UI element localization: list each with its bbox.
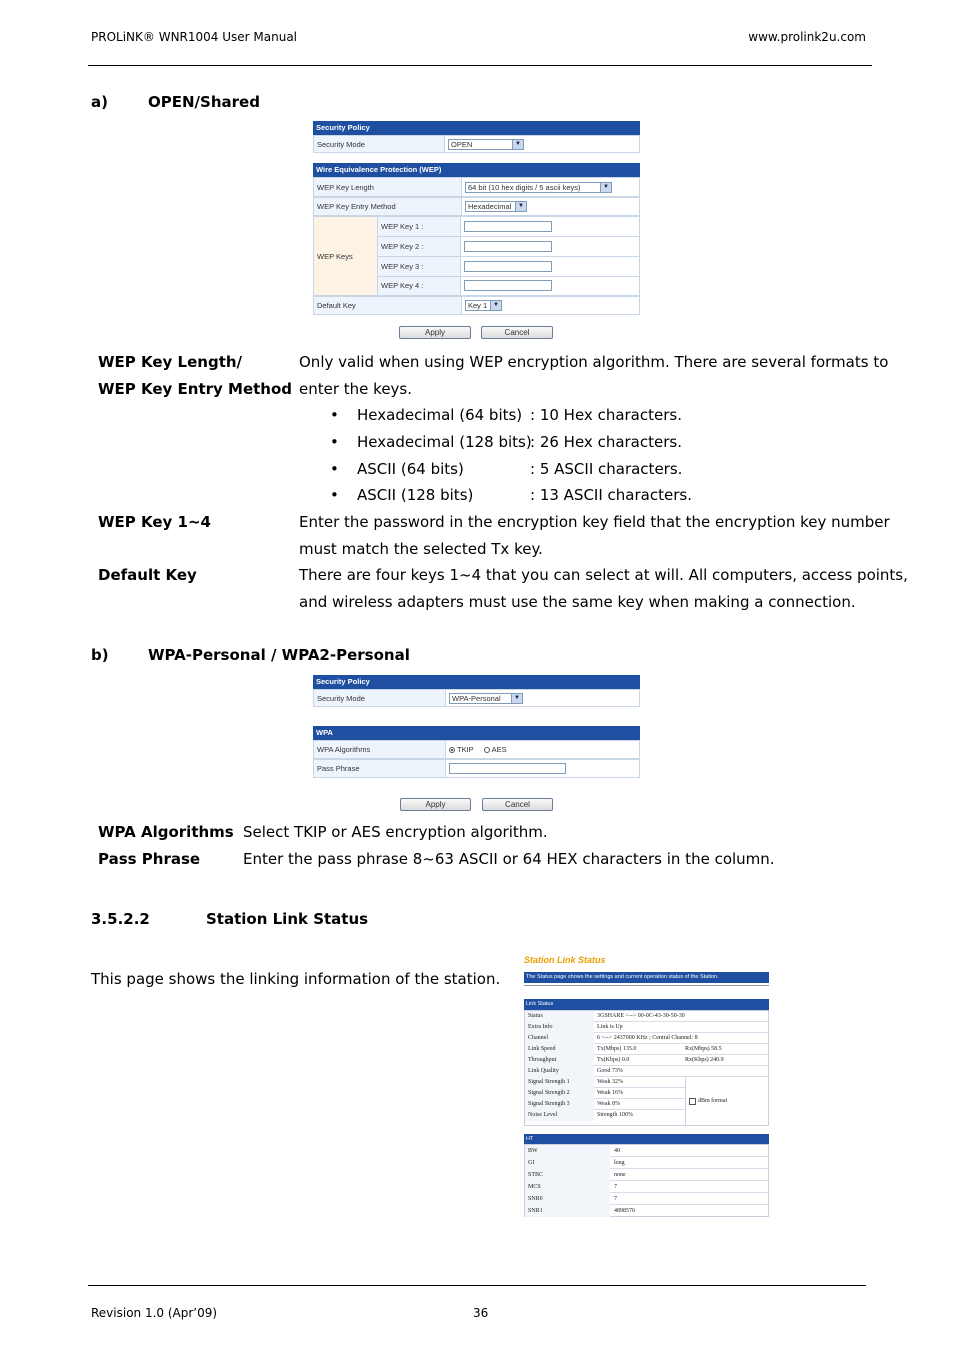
security-policy-bar: Security Policy: [313, 675, 640, 689]
bullet-icon: •: [330, 433, 339, 451]
footer-rule: [88, 1285, 866, 1286]
chevron-down-icon: ▼: [515, 202, 526, 211]
ht-stbc-label: STBC: [525, 1169, 610, 1181]
ht-mcs-label: MCS: [525, 1181, 610, 1193]
term-wep-key-length: WEP Key Length/ WEP Key Entry Method: [98, 353, 293, 398]
apply-button[interactable]: Apply: [399, 326, 471, 339]
wep-key-4-label: WEP Key 4 :: [378, 277, 460, 295]
tkip-label: TKIP: [457, 745, 474, 754]
signal-strength-2-value: Weak 16%: [597, 1090, 624, 1096]
default-key-label: Default Key: [314, 297, 461, 314]
section-b-title: WPA-Personal / WPA2-Personal: [148, 646, 410, 664]
wep-key-2-input[interactable]: [464, 241, 552, 252]
link-status-bar: Link Status: [524, 999, 769, 1010]
term-default-key: Default Key: [98, 566, 197, 584]
pass-phrase-row: [313, 759, 640, 778]
link-quality-value: Good 73%: [597, 1068, 623, 1074]
desc-wep-key-1-4: Enter the password in the encryption key field that the encryption key number must match the selected Tx key.: [299, 513, 890, 558]
noise-level-value: Strength 100%: [597, 1112, 633, 1118]
wep-key-2-label: WEP Key 2 :: [378, 237, 460, 257]
cancel-button[interactable]: Cancel: [481, 326, 553, 339]
channel-value: 6 <--> 2437000 KHz ; Central Channel: 8: [597, 1035, 698, 1041]
bullet-value: : 13 ASCII characters.: [530, 486, 692, 504]
term-wep-key-1-4: WEP Key 1~4: [98, 513, 211, 531]
apply-button[interactable]: Apply: [400, 798, 471, 811]
ht-snr0-value: 7: [614, 1196, 617, 1202]
cancel-button[interactable]: Cancel: [482, 798, 553, 811]
desc-wep-key-length: Only valid when using WEP encryption algorithm. There are several formats to enter the keys.: [299, 353, 889, 398]
bullet-value: : 10 Hex characters.: [530, 406, 682, 424]
desc-wpa-algorithms: Select TKIP or AES encryption algorithm.: [243, 823, 548, 841]
wep-entry-select[interactable]: Hexadecimal ▼: [465, 201, 527, 212]
wpa-algorithms-label: WPA Algorithms: [314, 741, 445, 758]
chevron-down-icon: ▼: [600, 183, 611, 192]
ht-snr0-label: SNR0: [525, 1193, 610, 1205]
ht-snr1-label: SNR1: [525, 1205, 610, 1217]
security-mode-select[interactable]: OPEN ▼: [448, 139, 524, 150]
ht-mcs-value: 7: [614, 1184, 617, 1190]
sls-title: Station Link Status: [524, 955, 606, 965]
sls-subtitle: The Status page shows the settings and current operation status of the Station.: [524, 972, 769, 983]
footer-revision: Revision 1.0 (Apr’09): [91, 1306, 218, 1320]
throughput-label: Throughput: [525, 1055, 594, 1066]
status-value: 3GSHARE <--> 00-0C-43-30-50-30: [597, 1013, 685, 1019]
wep-key-1-label: WEP Key 1 :: [378, 217, 460, 237]
ht-bar: HT: [524, 1134, 769, 1144]
signal-strength-2-label: Signal Strength 2: [525, 1088, 594, 1099]
aes-label: AES: [491, 745, 507, 754]
wep-keys-block: [313, 216, 640, 296]
signal-strength-3-value: Weak 8%: [597, 1101, 621, 1107]
ht-gi-value: long: [614, 1160, 625, 1166]
security-mode-select[interactable]: WPA-Personal ▼: [449, 693, 523, 704]
wep-key-length-select[interactable]: 64 bit (10 hex digits / 5 ascii keys) ▼: [465, 182, 612, 193]
wep-bar: Wire Equivalence Protection (WEP): [313, 163, 640, 177]
extra-info-value: Link is Up: [597, 1024, 623, 1030]
security-mode-label: Security Mode: [314, 136, 444, 152]
ht-gi-label: GI: [525, 1157, 610, 1169]
throughput-rx: Rx(Kbps) 240.9: [685, 1057, 724, 1063]
section-number: 3.5.2.2: [91, 910, 150, 928]
section-title: Station Link Status: [206, 910, 369, 928]
chevron-down-icon: ▼: [512, 140, 523, 149]
chevron-down-icon: ▼: [490, 301, 501, 310]
signal-strength-3-label: Signal Strength 3: [525, 1099, 594, 1110]
wep-keys-label: WEP Keys: [314, 217, 378, 295]
security-mode-row: [313, 135, 640, 153]
section-a-title: OPEN/Shared: [148, 93, 260, 111]
pass-phrase-input[interactable]: [449, 763, 566, 774]
security-mode-label: Security Mode: [314, 690, 445, 706]
wpa-algorithms-row: [313, 740, 640, 759]
wpa-personal-screenshot: [313, 674, 641, 814]
header-title: PROLiNK® WNR1004 User Manual: [91, 30, 298, 44]
bullet-name: Hexadecimal (64 bits): [357, 406, 523, 424]
signal-strength-1-label: Signal Strength 1: [525, 1077, 594, 1088]
security-mode-row: [313, 689, 640, 707]
bullet-value: : 5 ASCII characters.: [530, 460, 683, 478]
section-a-label: a): [91, 93, 108, 111]
section-body: This page shows the linking information of the station.: [91, 970, 501, 988]
open-shared-screenshot: [313, 120, 641, 342]
ht-stbc-value: none: [614, 1172, 626, 1178]
signal-strength-1-value: Weak 32%: [597, 1079, 624, 1085]
term-wpa-algorithms: WPA Algorithms: [98, 823, 234, 841]
pass-phrase-label: Pass Phrase: [314, 760, 445, 777]
default-key-select[interactable]: Key 1 ▼: [465, 300, 502, 311]
header-url: www.prolink2u.com: [748, 30, 866, 44]
bullet-icon: •: [330, 406, 339, 424]
bullet-name: ASCII (128 bits): [357, 486, 474, 504]
page-number: 36: [473, 1306, 489, 1320]
bullet-icon: •: [330, 486, 339, 504]
throughput-tx: Tx(Kbps) 0.0: [597, 1057, 630, 1063]
header-rule: [88, 65, 872, 66]
ht-snr1-value: 4898576: [614, 1208, 635, 1214]
wep-key-length-row: [313, 177, 640, 197]
tkip-radio[interactable]: [449, 747, 455, 753]
wpa-bar: WPA: [313, 726, 640, 740]
bullet-name: Hexadecimal (128 bits): [357, 433, 532, 451]
chevron-down-icon: ▼: [511, 694, 522, 703]
link-speed-rx: Rx(Mbps) 58.5: [685, 1046, 722, 1052]
wep-key-3-label: WEP Key 3 :: [378, 257, 460, 277]
default-key-row: [313, 296, 640, 315]
wep-entry-label: WEP Key Entry Method: [314, 198, 461, 215]
ht-bw-label: BW: [525, 1145, 610, 1157]
wep-entry-row: [313, 197, 640, 216]
dbm-checkbox[interactable]: [689, 1098, 696, 1105]
term-pass-phrase: Pass Phrase: [98, 850, 201, 868]
station-link-status-screenshot: [524, 954, 770, 1218]
wep-key-4-input[interactable]: [464, 280, 552, 291]
dbm-label: dBm format: [698, 1098, 728, 1104]
desc-pass-phrase: Enter the pass phrase 8~63 ASCII or 64 HEX characters in the column.: [243, 850, 775, 868]
ht-bw-value: 40: [614, 1148, 620, 1154]
noise-level-label: Noise Level: [525, 1110, 594, 1121]
security-policy-bar: Security Policy: [313, 121, 640, 135]
bullet-name: ASCII (64 bits): [357, 460, 464, 478]
link-speed-label: Link Speed: [525, 1044, 594, 1055]
bullet-icon: •: [330, 460, 339, 478]
wep-key-3-input[interactable]: [464, 261, 552, 272]
aes-radio[interactable]: [484, 747, 490, 753]
section-b-label: b): [91, 646, 109, 664]
wep-key-1-input[interactable]: [464, 221, 552, 232]
link-speed-tx: Tx(Mbps) 135.0: [597, 1046, 637, 1052]
bullet-value: : 26 Hex characters.: [530, 433, 682, 451]
status-label: Status: [525, 1011, 594, 1022]
desc-default-key: There are four keys 1~4 that you can select at will. All computers, access points, and wireless adapters must use the same key when making a connection.: [299, 566, 908, 611]
link-quality-label: Link Quality: [525, 1066, 594, 1077]
channel-label: Channel: [525, 1033, 594, 1044]
extra-info-label: Extra Info: [525, 1022, 594, 1033]
wep-key-length-label: WEP Key Length: [314, 178, 461, 196]
